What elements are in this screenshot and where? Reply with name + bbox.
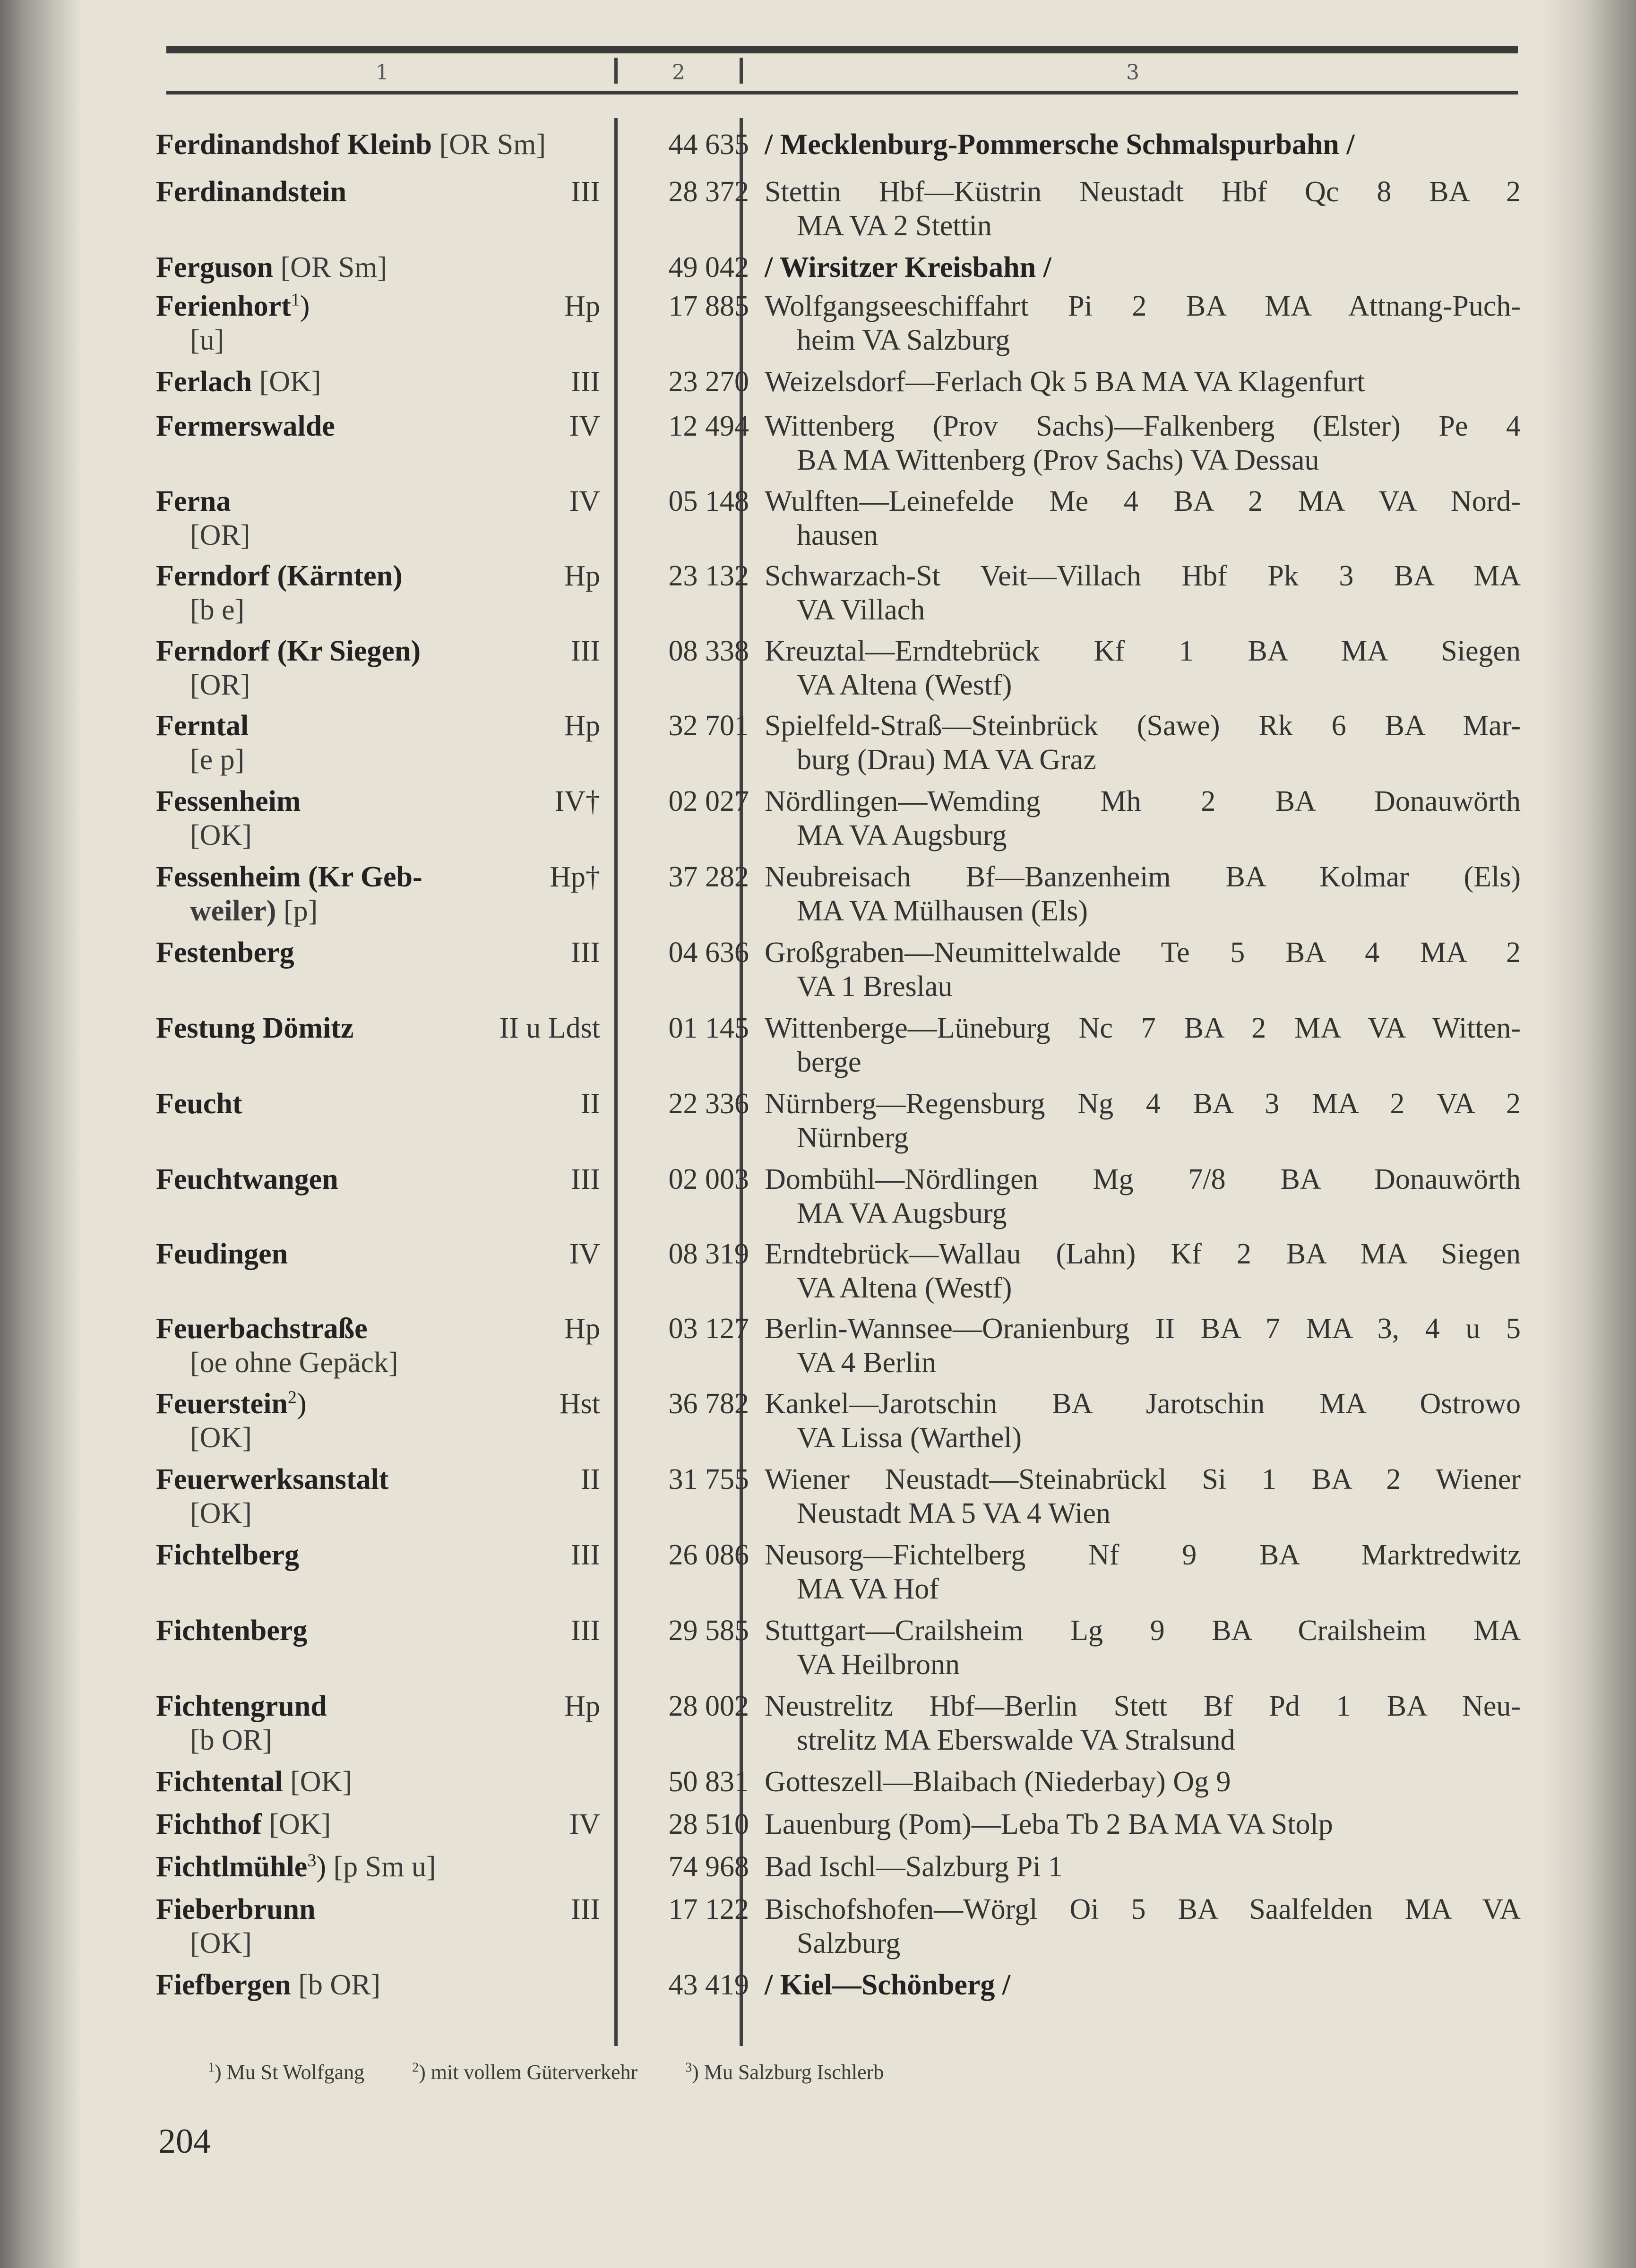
station-name: Fiefbergen [156, 1969, 291, 2001]
footnote-mark: 1 [291, 290, 300, 310]
station-class: IV [569, 1808, 600, 1840]
route-line-2: MA VA 2 Stettin [797, 210, 992, 242]
station-name: Feuerstein [156, 1388, 288, 1420]
route-description [765, 484, 1521, 552]
station-class: III [571, 936, 600, 969]
station-name: Festenberg [156, 936, 294, 969]
station-number: 44 635 [668, 129, 749, 161]
station-attributes: [OK] [259, 366, 321, 398]
route-line-1: Stuttgart—Crailsheim Lg 9 BA Crailsheim MA [765, 1615, 1521, 1647]
route-line-1: Wittenberg (Prov Sachs)—Falkenberg (Elster) Pe 4 [765, 410, 1521, 442]
column-divider-1 [614, 118, 618, 2046]
station-number: 17 122 [668, 1893, 749, 1925]
station-name: Fichtenberg [156, 1615, 308, 1647]
route-line-2: MA VA Augsburg [797, 819, 1007, 851]
route-line-1: Wiener Neustadt—Steinabrückl Si 1 BA 2 Wiener [765, 1463, 1521, 1495]
route-description [765, 1011, 1521, 1079]
route-line-1: Großgraben—Neumittelwalde Te 5 BA 4 MA 2 [765, 936, 1521, 969]
route-line-1: Dombühl—Nördlingen Mg 7/8 BA Donauwörth [765, 1163, 1521, 1195]
station-number: 28 372 [668, 176, 749, 208]
footnote-mark: 2 [287, 1387, 297, 1408]
station-name: Fessenheim [156, 785, 301, 817]
route-line-1: Erndtebrück—Wallau (Lahn) Kf 2 BA MA Siegen [765, 1238, 1521, 1270]
station-number: 74 968 [668, 1851, 749, 1883]
station-attributes: [b OR] [298, 1969, 381, 2001]
footnote-mark: 3 [307, 1850, 317, 1871]
station-name-cell [156, 1765, 558, 1799]
route-description [765, 1614, 1521, 1682]
route-description [765, 1968, 1521, 2002]
station-name-cell: Ferienhort$^1$) [u] [156, 289, 558, 357]
route-line-2: MA VA Mülhausen (Els) [797, 895, 1088, 927]
station-number: 12 494 [668, 410, 749, 442]
station-class: Hp [564, 560, 600, 592]
route-line-1: Neustrelitz Hbf—Berlin Stett Bf Pd 1 BA Neu- [765, 1690, 1521, 1722]
route-line-1: Kankel—Jarotschin BA Jarotschin MA Ostrowo [765, 1388, 1521, 1420]
route-line-2: burg (Drau) MA VA Graz [797, 744, 1096, 776]
station-number: 17 885 [668, 290, 749, 322]
station-number: 22 336 [668, 1088, 749, 1120]
station-class: Hp† [550, 861, 600, 893]
station-class: IV [569, 1238, 600, 1270]
route-line-2: VA Villach [797, 594, 925, 626]
station-class: Hp [564, 290, 600, 322]
footnote-3: $^3$) Mu Salzburg Ischlerb [685, 2060, 884, 2084]
station-class: II [580, 1088, 600, 1120]
route-line-1: Kreuztal—Erndtebrück Kf 1 BA MA Siegen [765, 635, 1521, 667]
station-attributes: [OK] [190, 1927, 252, 1959]
station-name: Ferguson [156, 251, 273, 284]
route-description [765, 860, 1521, 928]
route-line-1: Neusorg—Fichtelberg Nf 9 BA Marktredwitz [765, 1539, 1521, 1571]
station-name: Fichtengrund [156, 1690, 327, 1722]
station-attributes: [OK] [290, 1766, 352, 1798]
station-class: Hst [559, 1388, 600, 1420]
route-line-1: Bad Ischl—Salzburg Pi 1 [765, 1851, 1063, 1883]
route-line-1: Nördlingen—Wemding Mh 2 BA Donauwörth [765, 785, 1521, 817]
station-attributes: [b e] [190, 594, 245, 626]
route-line-2: Neustadt MA 5 VA 4 Wien [797, 1497, 1111, 1529]
station-class: III [571, 1615, 600, 1647]
station-class: II u Ldst [499, 1012, 600, 1044]
route-line-1: Neubreisach Bf—Banzenheim BA Kolmar (Els) [765, 861, 1521, 893]
station-attributes: [OR] [190, 519, 250, 551]
station-number: 43 419 [668, 1969, 749, 2001]
station-class: III [571, 1539, 600, 1571]
station-name: Fieberbrunn [156, 1893, 316, 1925]
route-line-2: MA VA Hof [797, 1573, 939, 1605]
station-name: Feuerbachstraße [156, 1313, 368, 1345]
station-class: IV [569, 485, 600, 517]
station-name-cell: Feuerstein$^2$) [OK] [156, 1387, 558, 1455]
column-heading-1: 1 [376, 60, 389, 85]
station-name: Fichtlmühle [156, 1851, 308, 1883]
station-number: 36 782 [668, 1388, 749, 1420]
station-number: 31 755 [668, 1463, 749, 1495]
station-number: 02 027 [668, 785, 749, 817]
book-spine-shadow [0, 0, 83, 2268]
station-name: Fermerswalde [156, 410, 335, 442]
route-line-2: VA Heilbronn [797, 1649, 960, 1681]
station-class: III [571, 1163, 600, 1195]
route-line-2: BA MA Wittenberg (Prov Sachs) VA Dessau [797, 444, 1319, 476]
station-name: Ferntal [156, 710, 249, 742]
station-number: 05 148 [668, 485, 749, 517]
route-line-2: VA Altena (Westf) [797, 1272, 1012, 1304]
railway-name: / Mecklenburg-Pommersche Schmalspurbahn / [765, 129, 1355, 161]
station-attributes: [u] [190, 324, 224, 356]
route-description [765, 1807, 1521, 1841]
station-name: Feuerwerksanstalt [156, 1463, 389, 1495]
route-line-2: MA VA Augsburg [797, 1197, 1007, 1229]
route-line-2: heim VA Salzburg [797, 324, 1010, 356]
station-number: 03 127 [668, 1313, 749, 1345]
route-line-1: Berlin-Wannsee—Oranienburg II BA 7 MA 3, 4 u 5 [765, 1313, 1521, 1345]
route-description [765, 1850, 1521, 1884]
station-name: Ferdinandstein [156, 176, 347, 208]
route-description [765, 250, 1521, 284]
route-line-2: VA Altena (Westf) [797, 669, 1012, 701]
station-name: Ferienhort [156, 290, 291, 322]
header-divider-2 [740, 58, 743, 84]
station-class: III [571, 635, 600, 667]
route-description [765, 409, 1521, 477]
route-line-1: Wulften—Leinefelde Me 4 BA 2 MA VA Nord- [765, 485, 1521, 517]
route-description [765, 1892, 1521, 1960]
route-description [765, 634, 1521, 702]
route-line-2: VA 4 Berlin [797, 1347, 937, 1379]
station-name-continued: weiler) [190, 895, 276, 927]
route-description [765, 936, 1521, 1004]
route-description [765, 1462, 1521, 1530]
route-line-1: Gotteszell—Blaibach (Niederbay) Og 9 [765, 1766, 1231, 1798]
route-line-2: strelitz MA Eberswalde VA Stralsund [797, 1724, 1235, 1756]
station-number: 08 338 [668, 635, 749, 667]
route-description [765, 784, 1521, 852]
footnote-2: $^2$) mit vollem Güterverkehr [412, 2060, 638, 2084]
station-class: IV [569, 410, 600, 442]
station-name-cell [156, 128, 558, 162]
railway-name: / Kiel—Schönberg / [765, 1969, 1011, 2001]
station-attributes: [e p] [190, 744, 245, 776]
station-number: 49 042 [668, 251, 749, 284]
station-name: Festung Dömitz [156, 1012, 354, 1044]
station-number: 37 282 [668, 861, 749, 893]
route-line-1: Nürnberg—Regensburg Ng 4 BA 3 MA 2 VA 2 [765, 1088, 1521, 1120]
station-class: IV† [554, 785, 600, 817]
header-divider-1 [614, 58, 618, 84]
column-divider-2 [740, 118, 743, 2046]
station-attributes: [OK] [269, 1808, 331, 1840]
route-description [765, 365, 1521, 399]
station-attributes: [b OR] [190, 1724, 272, 1756]
station-number: 32 701 [668, 710, 749, 742]
station-number: 02 003 [668, 1163, 749, 1195]
route-description [765, 1765, 1521, 1799]
station-name-cell [156, 1968, 558, 2002]
station-name: Ferdinandshof Kleinb [156, 129, 432, 161]
footnote-1: $^1$) Mu St Wolfgang [208, 2060, 365, 2084]
station-number: 28 510 [668, 1808, 749, 1840]
column-heading-3: 3 [1126, 60, 1139, 85]
railway-name: / Wirsitzer Kreisbahn / [765, 251, 1051, 284]
station-attributes: [p] [283, 895, 318, 927]
station-number: 29 585 [668, 1615, 749, 1647]
station-name: Fessenheim (Kr Geb- [156, 861, 422, 893]
station-name: Feuchtwangen [156, 1163, 338, 1195]
route-line-1: Spielfeld-Straß—Steinbrück (Sawe) Rk 6 BA Mar- [765, 710, 1521, 742]
station-attributes: [OR Sm] [280, 251, 387, 284]
header-top-rule [166, 46, 1518, 53]
footnotes [208, 2060, 926, 2084]
station-attributes: [oe ohne Gepäck] [190, 1347, 398, 1379]
station-name: Feucht [156, 1088, 242, 1120]
station-name-cell [156, 250, 558, 284]
station-class: III [571, 1893, 600, 1925]
station-name: Ferlach [156, 366, 252, 398]
station-number: 23 270 [668, 366, 749, 398]
station-class: II [580, 1463, 600, 1495]
route-line-2: berge [797, 1046, 861, 1078]
route-description [765, 1538, 1521, 1606]
route-line-1: Weizelsdorf—Ferlach Qk 5 BA MA VA Klagenfurt [765, 366, 1365, 398]
station-class: Hp [564, 1313, 600, 1345]
route-line-1: Lauenburg (Pom)—Leba Tb 2 BA MA VA Stolp [765, 1808, 1333, 1840]
route-line-1: Schwarzach-St Veit—Villach Hbf Pk 3 BA MA [765, 560, 1521, 592]
header-bottom-rule [166, 91, 1518, 94]
route-line-2: Salzburg [797, 1927, 901, 1959]
station-number: 26 086 [668, 1539, 749, 1571]
route-description [765, 559, 1521, 627]
route-line-1: Stettin Hbf—Küstrin Neustadt Hbf Qc 8 BA 2 [765, 176, 1521, 208]
station-name-cell: Fichtlmühle$^3$) [p Sm u] [156, 1850, 436, 1883]
route-line-1: Wolfgangseeschiffahrt Pi 2 BA MA Attnang-Puch- [765, 290, 1521, 322]
route-description [765, 709, 1521, 777]
route-description [765, 1387, 1521, 1455]
route-description [765, 1312, 1521, 1380]
station-number: 01 145 [668, 1012, 749, 1044]
station-attributes: [OR Sm] [439, 129, 546, 161]
station-number: 04 636 [668, 936, 749, 969]
station-attributes: [OR] [190, 669, 250, 701]
route-description [765, 1162, 1521, 1230]
station-name: Ferna [156, 485, 231, 517]
station-class: Hp [564, 710, 600, 742]
page-number: 204 [158, 2122, 211, 2161]
route-line-1: Bischofshofen—Wörgl Oi 5 BA Saalfelden MA VA [765, 1893, 1521, 1925]
station-name: Fichthof [156, 1808, 262, 1840]
station-attributes: [p Sm u] [333, 1851, 436, 1883]
station-attributes: [OK] [190, 1497, 252, 1529]
route-line-2: VA 1 Breslau [797, 971, 953, 1003]
station-number: 50 831 [668, 1766, 749, 1798]
station-name: Feudingen [156, 1238, 288, 1270]
station-class: Hp [564, 1690, 600, 1722]
station-class: III [571, 366, 600, 398]
route-description [765, 175, 1521, 243]
station-name: Ferndorf (Kärnten) [156, 560, 403, 592]
station-attributes: [OK] [190, 819, 252, 851]
route-line-1: Wittenberge—Lüneburg Nc 7 BA 2 MA VA Witten- [765, 1012, 1521, 1044]
station-number: 08 319 [668, 1238, 749, 1270]
route-line-2: VA Lissa (Warthel) [797, 1422, 1022, 1454]
station-number: 28 002 [668, 1690, 749, 1722]
station-class: III [571, 176, 600, 208]
route-line-2: hausen [797, 519, 878, 551]
route-line-2: Nürnberg [797, 1122, 909, 1154]
route-description [765, 289, 1521, 357]
station-number: 23 132 [668, 560, 749, 592]
route-description [765, 1237, 1521, 1305]
station-name: Ferndorf (Kr Siegen) [156, 635, 421, 667]
route-description [765, 1087, 1521, 1155]
route-description [765, 128, 1521, 162]
page-edge-shadow [1541, 0, 1636, 2268]
station-attributes: [OK] [190, 1422, 252, 1454]
station-name: Fichtelberg [156, 1539, 300, 1571]
route-description [765, 1689, 1521, 1757]
column-heading-2: 2 [672, 60, 685, 85]
station-name: Fichtental [156, 1766, 283, 1798]
